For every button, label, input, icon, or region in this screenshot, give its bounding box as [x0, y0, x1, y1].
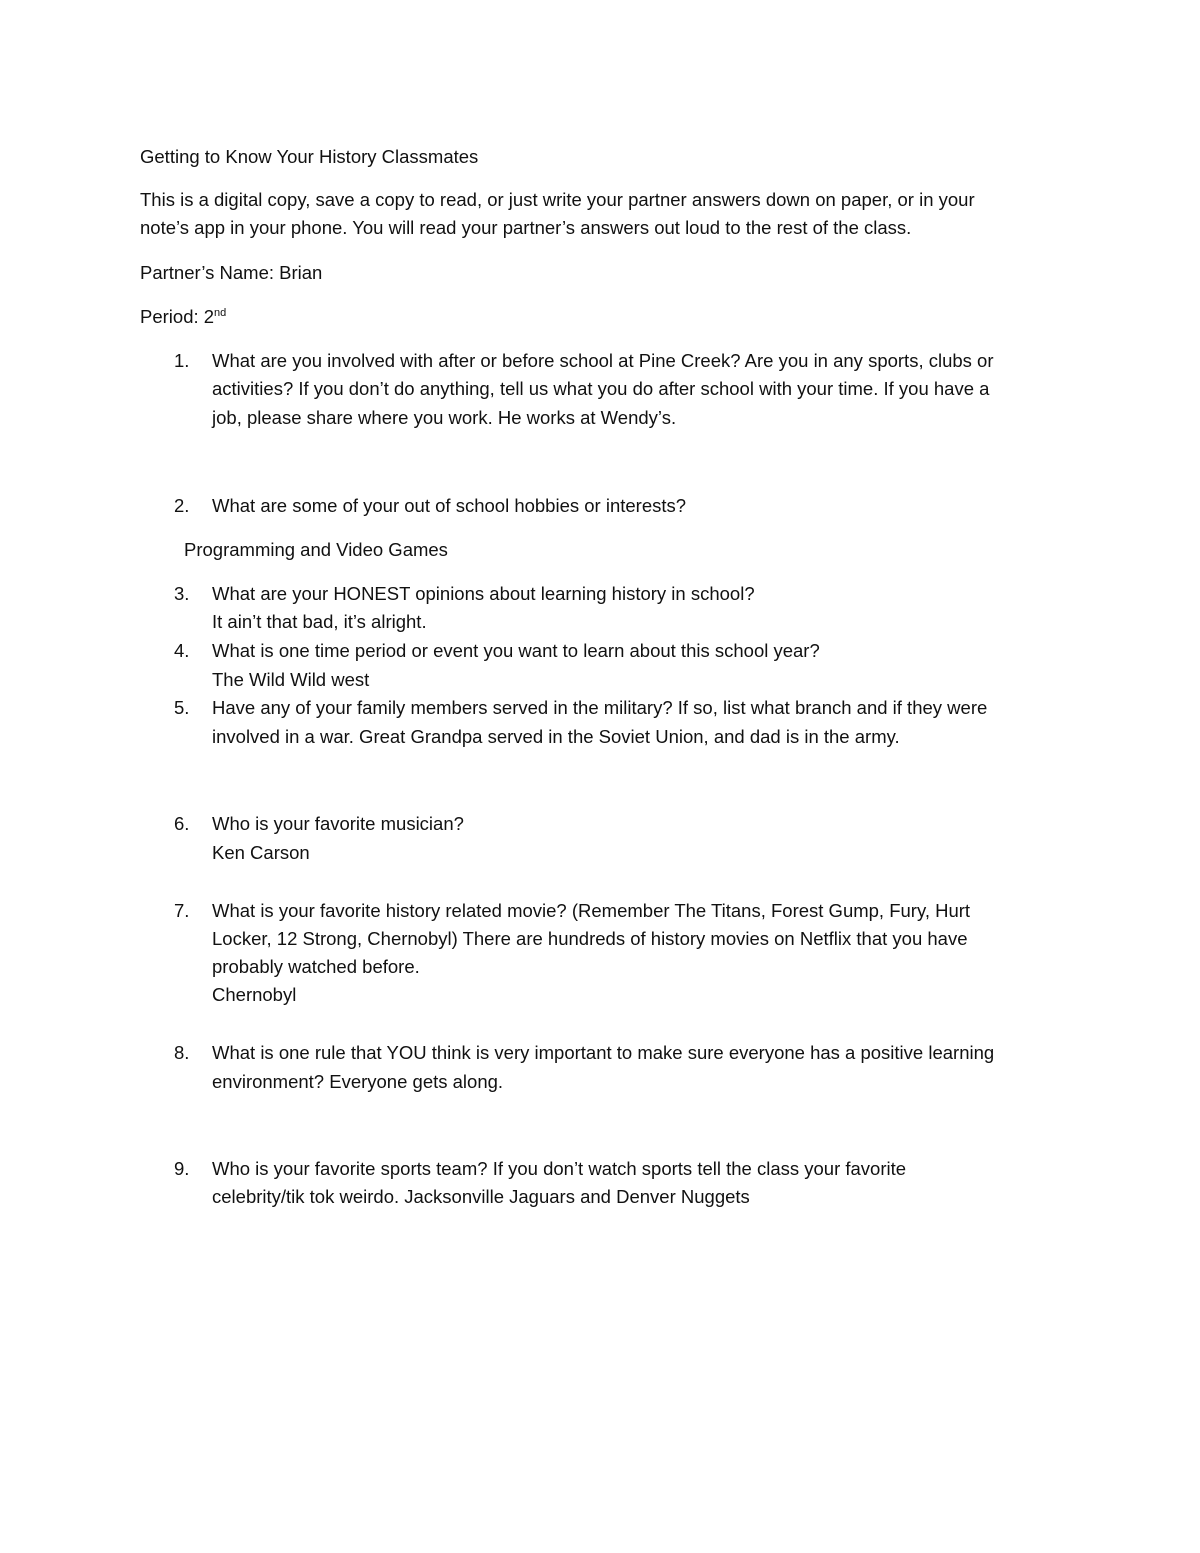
question-number: 7. — [174, 900, 190, 921]
question-3-line-1: What are your HONEST opinions about learning history in school? — [212, 583, 755, 604]
question-4-line-1: What is one time period or event you want to learn about this school year? — [212, 640, 820, 661]
question-9-line-2: celebrity/tik tok weirdo. Jacksonville Jaguars and Denver Nuggets — [212, 1186, 750, 1207]
question-3-answer: It ain’t that bad, it’s alright. — [212, 611, 427, 632]
question-7-line-1: What is your favorite history related movie? (Remember The Titans, Forest Gump, Fury, Hurt — [212, 900, 971, 921]
question-6-answer: Ken Carson — [212, 842, 310, 863]
question-2-line-1: What are some of your out of school hobbies or interests? — [212, 495, 687, 516]
question-7-line-2: Locker, 12 Strong, Chernobyl) There are hundreds of history movies on Netflix that you have — [212, 928, 968, 949]
question-1-line-2: activities? If you don’t do anything, tell us what you do after school with your time. If you have a — [212, 378, 990, 399]
question-9-line-1: Who is your favorite sports team? If you don’t watch sports tell the class your favorite — [212, 1158, 907, 1179]
question-number: 3. — [174, 583, 190, 604]
question-number: 6. — [174, 813, 190, 834]
question-1-line-1: What are you involved with after or before school at Pine Creek? Are you in any sports, clubs or — [212, 350, 994, 371]
question-2-answer: Programming and Video Games — [184, 539, 448, 560]
period-label: Period: 2 — [140, 306, 215, 327]
question-5-line-2: involved in a war. Great Grandpa served in the Soviet Union, and dad is in the army. — [212, 726, 900, 747]
intro-line-2: note’s app in your phone. You will read your partner’s answers out loud to the rest of the class. — [140, 217, 912, 238]
intro-line-1: This is a digital copy, save a copy to read, or just write your partner answers down on paper, or in your — [140, 189, 975, 210]
question-4-answer: The Wild Wild west — [212, 669, 370, 690]
question-number: 8. — [174, 1042, 190, 1063]
question-6-line-1: Who is your favorite musician? — [212, 813, 464, 834]
period-suffix: nd — [214, 306, 227, 319]
question-7-answer: Chernobyl — [212, 984, 297, 1005]
document-title: Getting to Know Your History Classmates — [140, 146, 479, 167]
question-number: 2. — [174, 495, 190, 516]
question-8-line-2: environment? Everyone gets along. — [212, 1071, 504, 1092]
question-1-line-3: job, please share where you work. He works at Wendy’s. — [212, 407, 677, 428]
question-number: 5. — [174, 697, 190, 718]
period — [140, 303, 226, 332]
question-number: 1. — [174, 350, 190, 371]
partner-name: Partner’s Name: Brian — [140, 262, 323, 283]
question-number: 4. — [174, 640, 190, 661]
question-number: 9. — [174, 1158, 190, 1179]
question-8-line-1: What is one rule that YOU think is very important to make sure everyone has a positive learning — [212, 1042, 995, 1063]
question-5-line-1: Have any of your family members served in the military? If so, list what branch and if they were — [212, 697, 988, 718]
question-7-line-3: probably watched before. — [212, 956, 420, 977]
